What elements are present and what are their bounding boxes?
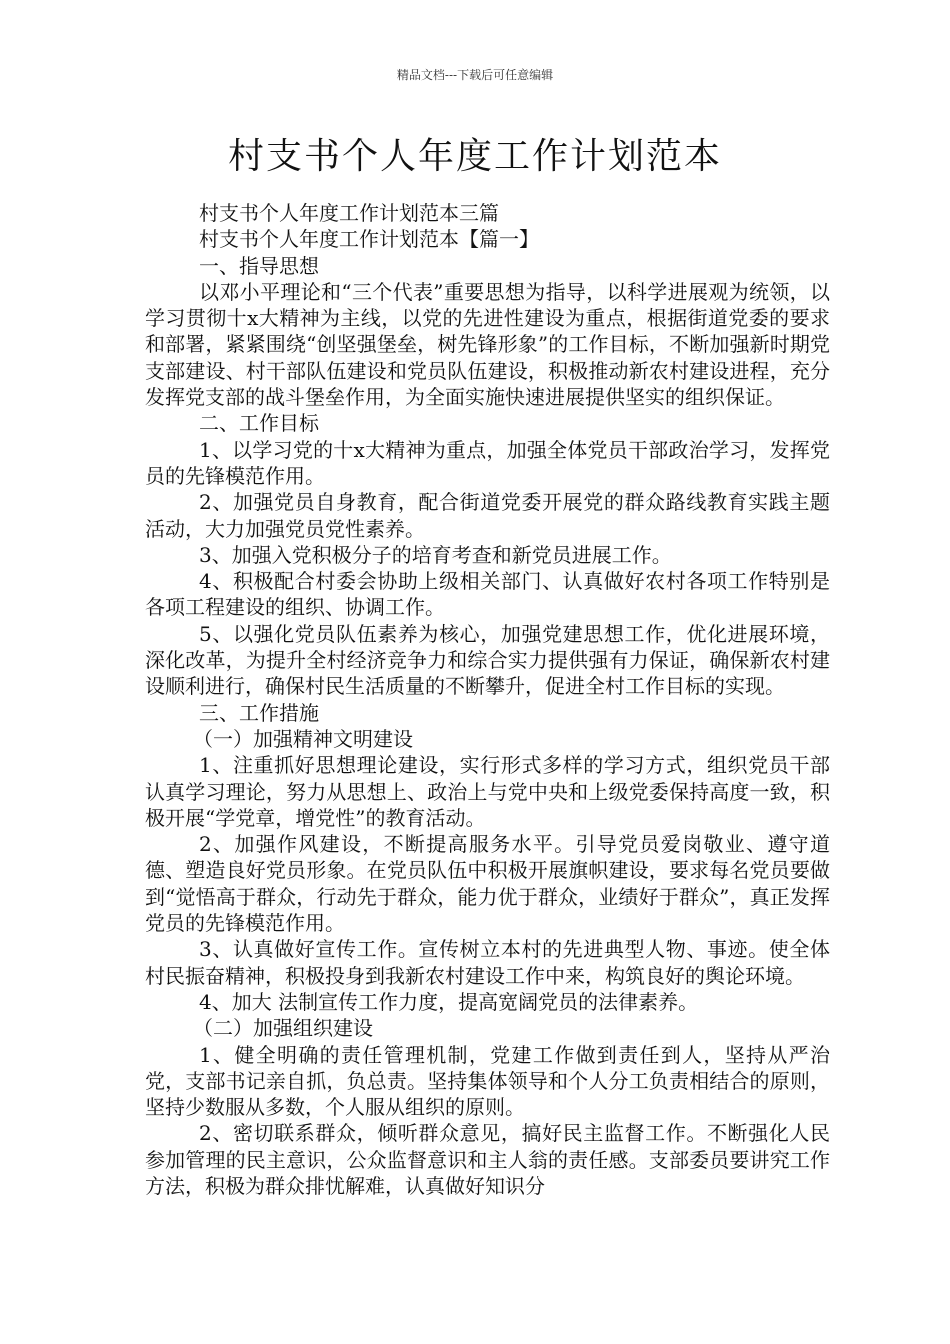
paragraph: 2、加强作风建设，不断提高服务水平。引导党员爱岗敬业、遵守道德、塑造良好党员形象。在党员队伍中积极开展旗帜建设，要求每名党员要做到“觉悟高于群众，行动先于群众，能力优于群众，业绩好于群众”，真正发挥党员的先锋模范作用。 bbox=[145, 832, 830, 936]
header-note: 精品文档---下载后可任意编辑 bbox=[396, 68, 554, 82]
paragraph: 1、健全明确的责任管理机制，党建工作做到责任到人，坚持从严治党，支部书记亲自抓，负总责。坚持集体领导和个人分工负责相结合的原则，坚持少数服从多数，个人服从组织的原则。 bbox=[145, 1042, 830, 1120]
paragraph: 1、以学习党的十x大精神为重点，加强全体党员干部政治学习，发挥党员的先锋模范作用。 bbox=[145, 437, 830, 488]
paragraph: 5、以强化党员队伍素养为核心，加强党建思想工作，优化进展环境，深化改革，为提升全村经济竞争力和综合实力提供强有力保证，确保新农村建设顺利进行，确保村民生活质量的不断攀升，促进全村工作目标的实现。 bbox=[145, 621, 830, 699]
heading-guiding-thought: 一、指导思想 bbox=[199, 253, 319, 278]
subheading-spiritual-civilization: （一）加强精神文明建设 bbox=[193, 726, 413, 751]
heading-work-goals: 二、工作目标 bbox=[199, 411, 319, 436]
document-title: 村支书个人年度工作计划范本 bbox=[227, 136, 722, 177]
paragraph: 3、认真做好宣传工作。宣传树立本村的先进典型人物、事迹。使全体村民振奋精神，积极投身到我新农村建设工作中来，构筑良好的舆论环境。 bbox=[145, 937, 830, 988]
paragraph: 以邓小平理论和“三个代表”重要思想为指导，以科学进展观为统领，以学习贯彻十x大精神为主线，以党的先进性建设为重点，根据街道党委的要求和部署，紧紧围绕“创坚强堡垒，树先锋形象”的工作目标，不断加强新时期党支部建设、村干部队伍建设和党员队伍建设，积极推动新农村建设进程，充分发挥党支部的战斗堡垒作用，为全面实施快速进展提供坚实的组织保证。 bbox=[145, 279, 830, 410]
paragraph: 1、注重抓好思想理论建设，实行形式多样的学习方式，组织党员干部认真学习理论，努力从思想上、政治上与党中央和上级党委保持高度一致，积极开展“学党章，增党性”的教育活动。 bbox=[145, 753, 830, 830]
document-body bbox=[145, 200, 830, 1199]
paragraph-subtitle: 村支书个人年度工作计划范本三篇 bbox=[199, 201, 499, 225]
paragraph: 4、加大 法制宣传工作力度，提高宽阔党员的法律素养。 bbox=[199, 989, 699, 1014]
paragraph: 3、加强入党积极分子的培育考查和新党员进展工作。 bbox=[199, 542, 672, 567]
paragraph-section-title: 村支书个人年度工作计划范本【篇一】 bbox=[199, 227, 539, 252]
heading-work-measures: 三、工作措施 bbox=[199, 700, 319, 725]
paragraph: 2、加强党员自身教育，配合街道党委开展党的群众路线教育实践主题活动，大力加强党员党性素养。 bbox=[145, 490, 830, 541]
subheading-organization: （二）加强组织建设 bbox=[193, 1016, 373, 1041]
paragraph: 4、积极配合村委会协助上级相关部门、认真做好农村各项工作特别是各项工程建设的组织、协调工作。 bbox=[145, 569, 830, 620]
paragraph: 2、密切联系群众，倾听群众意见，搞好民主监督工作。不断强化人民参加管理的民主意识，公众监督意识和主人翁的责任感。支部委员要讲究工作方法，积极为群众排忧解难，认真做好知识分 bbox=[145, 1121, 830, 1198]
